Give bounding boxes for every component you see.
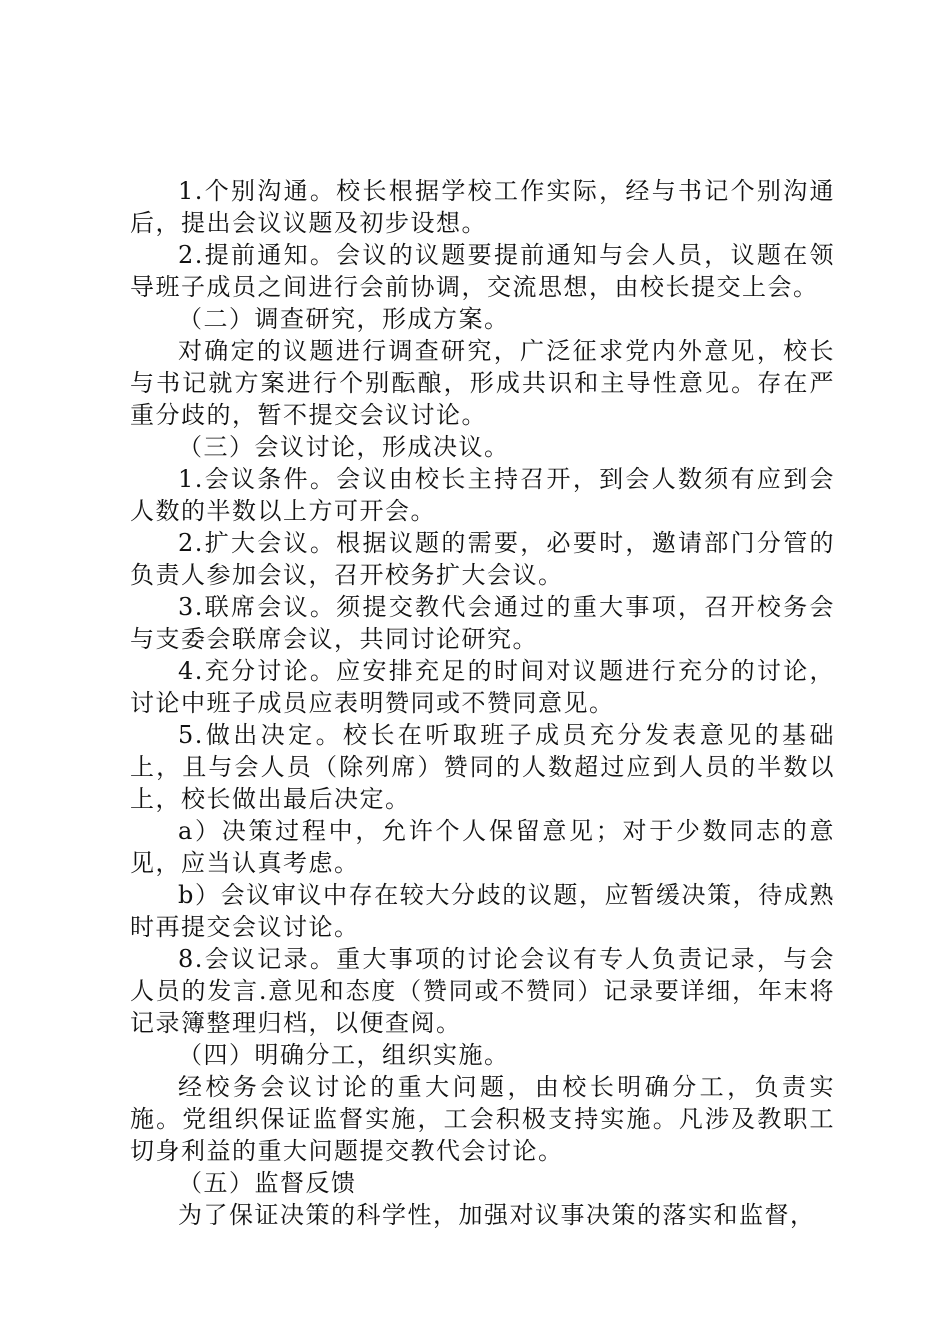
section-heading-implementation: （四）明确分工，组织实施。 bbox=[178, 1041, 510, 1069]
paragraph-research: 对确定的议题进行调查研究，广泛征求党内外意见，校长与书记就方案进行个别酝酿，形成共识和主导性意见。存在严重分歧的，暂不提交会议讨论。 bbox=[130, 337, 835, 429]
section-heading-research: （二）调查研究，形成方案。 bbox=[178, 305, 510, 333]
paragraph-supervision: 为了保证决策的科学性，加强对议事决策的落实和监督， bbox=[178, 1201, 816, 1229]
paragraph-expanded-meeting: 2.扩大会议。根据议题的需要，必要时，邀请部门分管的负责人参加会议，召开校务扩大会议。 bbox=[130, 529, 835, 589]
section-heading-supervision: （五）监督反馈 bbox=[178, 1169, 357, 1197]
paragraph-make-decision: 5.做出决定。校长在听取班子成员充分发表意见的基础上，且与会人员（除列席）赞同的人数超过应到人员的半数以上，校长做出最后决定。 bbox=[130, 721, 835, 813]
document-body bbox=[130, 175, 835, 1231]
paragraph-advance-notice: 2.提前通知。会议的议题要提前通知与会人员，议题在领导班子成员之间进行会前协调，交流思想，由校长提交上会。 bbox=[130, 241, 835, 301]
paragraph-item-a: a）决策过程中，允许个人保留意见；对于少数同志的意见，应当认真考虑。 bbox=[130, 817, 835, 877]
paragraph-meeting-conditions: 1.会议条件。会议由校长主持召开，到会人数须有应到会人数的半数以上方可开会。 bbox=[130, 465, 835, 525]
paragraph-meeting-records: 8.会议记录。重大事项的讨论会议有专人负责记录，与会人员的发言.意见和态度（赞同或不赞同）记录要详细，年末将记录簿整理归档，以便查阅。 bbox=[130, 945, 835, 1037]
paragraph-individual-communication: 1.个别沟通。校长根据学校工作实际，经与书记个别沟通后，提出会议议题及初步设想。 bbox=[130, 177, 835, 237]
section-heading-discussion: （三）会议讨论，形成决议。 bbox=[178, 433, 510, 461]
paragraph-implementation: 经校务会议讨论的重大问题，由校长明确分工，负责实施。党组织保证监督实施，工会积极支持实施。凡涉及教职工切身利益的重大问题提交教代会讨论。 bbox=[130, 1073, 835, 1165]
paragraph-full-discussion: 4.充分讨论。应安排充足的时间对议题进行充分的讨论，讨论中班子成员应表明赞同或不赞同意见。 bbox=[130, 657, 835, 717]
paragraph-joint-meeting: 3.联席会议。须提交教代会通过的重大事项，召开校务会与支委会联席会议，共同讨论研究。 bbox=[130, 593, 835, 653]
paragraph-item-b: b）会议审议中存在较大分歧的议题，应暂缓决策，待成熟时再提交会议讨论。 bbox=[130, 881, 835, 941]
